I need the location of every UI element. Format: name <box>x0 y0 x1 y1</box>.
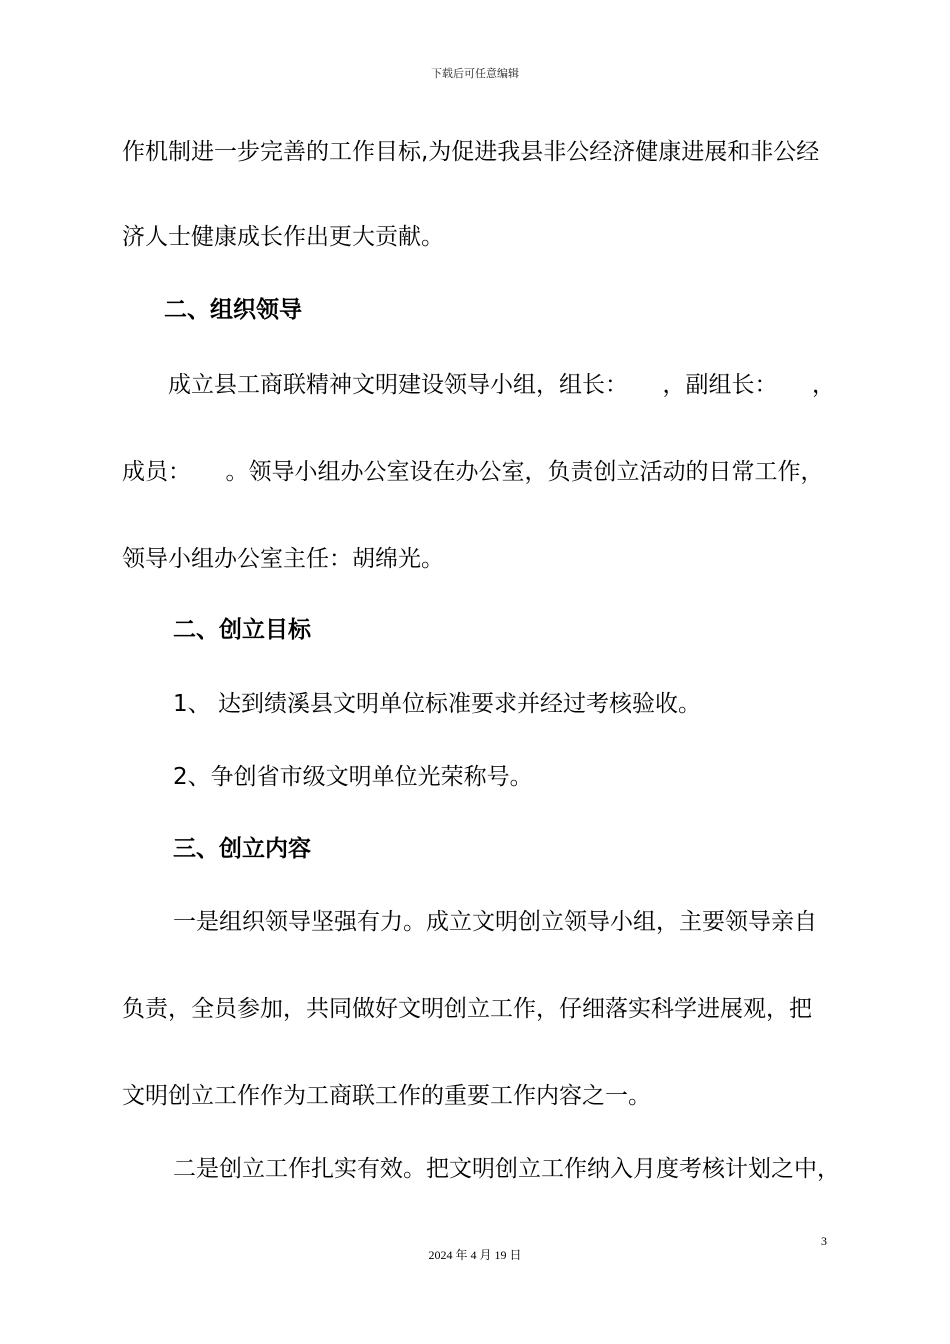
body-line-3: 成立县工商联精神文明建设领导小组，组长： ，副组长： ， <box>168 372 835 398</box>
body-line-8: 文明创立工作作为工商联工作的重要工作内容之一。 <box>122 1083 651 1109</box>
page-number: 3 <box>821 1234 827 1248</box>
section-heading-goals: 二、创立目标 <box>173 617 311 643</box>
section-heading-organization: 二、组织领导 <box>164 297 302 323</box>
body-line-2: 济人士健康成长作出更大贡献。 <box>122 224 444 250</box>
body-line-1: 作机制进一步完善的工作目标,为促进我县非公经济健康进展和非公经 <box>122 139 820 165</box>
page-header: 下载后可任意编辑 <box>431 68 519 80</box>
section-heading-content: 三、创立内容 <box>173 836 311 862</box>
goal-item-1: 1、 达到绩溪县文明单位标准要求并经过考核验收。 <box>173 691 701 717</box>
goal-item-2: 2、争创省市级文明单位光荣称号。 <box>173 764 533 790</box>
body-line-4: 成员： 。领导小组办公室设在办公室，负责创立活动的日常工作， <box>122 459 824 485</box>
body-line-9: 二是创立工作扎实有效。把文明创立工作纳入月度考核计划之中， <box>173 1156 840 1182</box>
body-line-7: 负责，全员参加，共同做好文明创立工作，仔细落实科学进展观，把 <box>122 996 812 1022</box>
footer-date: 2024 年 4 月 19 日 <box>428 1248 522 1262</box>
body-line-6: 一是组织领导坚强有力。成立文明创立领导小组，主要领导亲自 <box>173 909 817 935</box>
body-line-5: 领导小组办公室主任：胡绵光。 <box>122 546 444 572</box>
